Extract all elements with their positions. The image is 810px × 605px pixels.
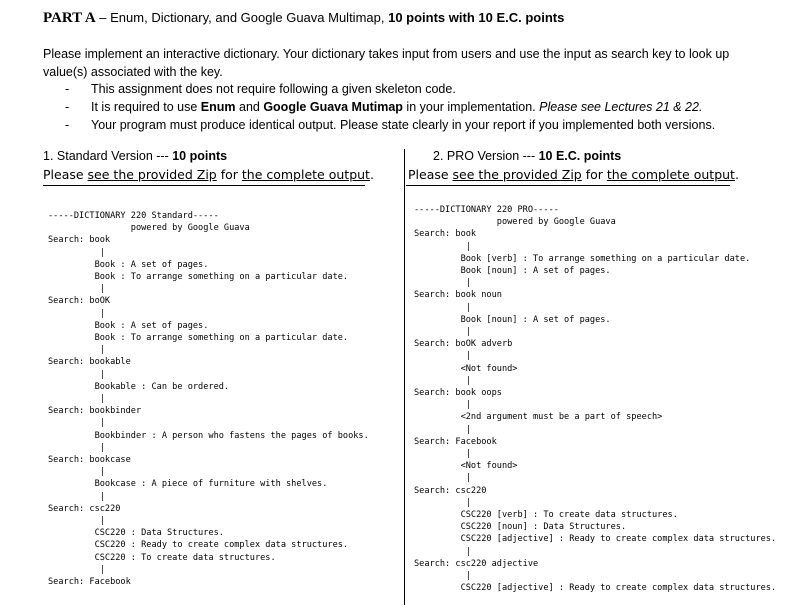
bullet-dash: - bbox=[65, 82, 70, 96]
guava-term: Google Guava Mutimap bbox=[263, 100, 403, 114]
title-points: 10 points with 10 E.C. points bbox=[388, 10, 565, 25]
heading-points: 10 E.C. points bbox=[538, 149, 622, 163]
standard-divider bbox=[43, 185, 365, 186]
bullet-dash: - bbox=[65, 100, 70, 114]
bullet-dash: - bbox=[65, 118, 70, 132]
bullet-text-part: It is required to use bbox=[91, 100, 201, 114]
bullet-text-part: in your implementation. bbox=[402, 100, 540, 114]
output-link[interactable]: the complete output bbox=[606, 167, 735, 182]
title-part: PART A bbox=[43, 10, 96, 26]
page-title bbox=[43, 10, 564, 27]
heading-label: 1. Standard Version --- bbox=[43, 149, 173, 163]
note-text: . bbox=[369, 167, 374, 182]
standard-output-note bbox=[43, 167, 374, 182]
note-text: . bbox=[734, 167, 739, 182]
bullet-text: Your program must produce identical output. Please state clearly in your report if you implemented both versions. bbox=[91, 118, 716, 132]
heading-label: 2. PRO Version --- bbox=[433, 149, 539, 163]
note-text: for bbox=[216, 167, 242, 182]
zip-link[interactable]: see the provided Zip bbox=[452, 167, 582, 182]
standard-version-heading bbox=[43, 149, 227, 163]
zip-link[interactable]: see the provided Zip bbox=[87, 167, 217, 182]
list-item bbox=[43, 116, 783, 134]
note-text: Please bbox=[408, 167, 453, 182]
requirements-list bbox=[43, 80, 783, 134]
heading-points: 10 points bbox=[172, 149, 228, 163]
bullet-text-part: and bbox=[235, 100, 264, 114]
title-topic: – Enum, Dictionary, and Google Guava Multimap, bbox=[95, 10, 389, 25]
intro-paragraph: Please implement an interactive dictionary. Your dictionary takes input from users and use the input as search key to look up value(s) associated with the key. bbox=[43, 47, 730, 79]
list-item bbox=[43, 98, 783, 116]
pro-version-heading bbox=[433, 149, 621, 163]
output-link[interactable]: the complete output bbox=[241, 167, 370, 182]
note-text: for bbox=[581, 167, 607, 182]
note-text: Please bbox=[43, 167, 88, 182]
pro-console-output: -----DICTIONARY 220 PRO----- powered by Google Guava Search: book | Book [verb] : To arrange something on a particular date. Book [noun] : A set of pages. | Search: book noun | Book [noun] : A set of pages. | Search: boOK adverb | <Not found> | Search: book oops | <2nd argument must be a part of speech> | Search: Facebook | <Not found> | Search: csc220 | CSC220 [verb] : To create data structures. CSC220 [noun] : Data Structures. CSC220 [adjective] : Ready to create complex data structures. | Search: csc220 adjective | CSC220 [adjective] : Ready to create complex data structures. bbox=[414, 205, 777, 594]
column-divider bbox=[404, 149, 405, 605]
standard-console-output: -----DICTIONARY 220 Standard----- powered by Google Guava Search: book | Book : A set of pages. Book : To arrange something on a particular date. | Search: boOK | Book : A set of pages. Book : To arrange something on a particular date. | Search: bookable | Bookable : Can be ordered. | Search: bookbinder | Bookbinder : A person who fastens the pages of books. | Search: bookcase | Bookcase : A piece of furniture with shelves. | Search: csc220 | CSC220 : Data Structures. CSC220 : Ready to create complex data structures. CSC220 : To create data structures. | Search: Facebook bbox=[48, 211, 369, 588]
list-item bbox=[43, 80, 783, 98]
bullet-text: This assignment does not require following a given skeleton code. bbox=[91, 82, 456, 96]
bullet-text bbox=[91, 98, 702, 116]
enum-term: Enum bbox=[200, 100, 236, 114]
pro-divider bbox=[406, 185, 730, 186]
lecture-reference: Please see Lectures 21 & 22. bbox=[539, 100, 703, 114]
pro-output-note bbox=[408, 167, 739, 182]
